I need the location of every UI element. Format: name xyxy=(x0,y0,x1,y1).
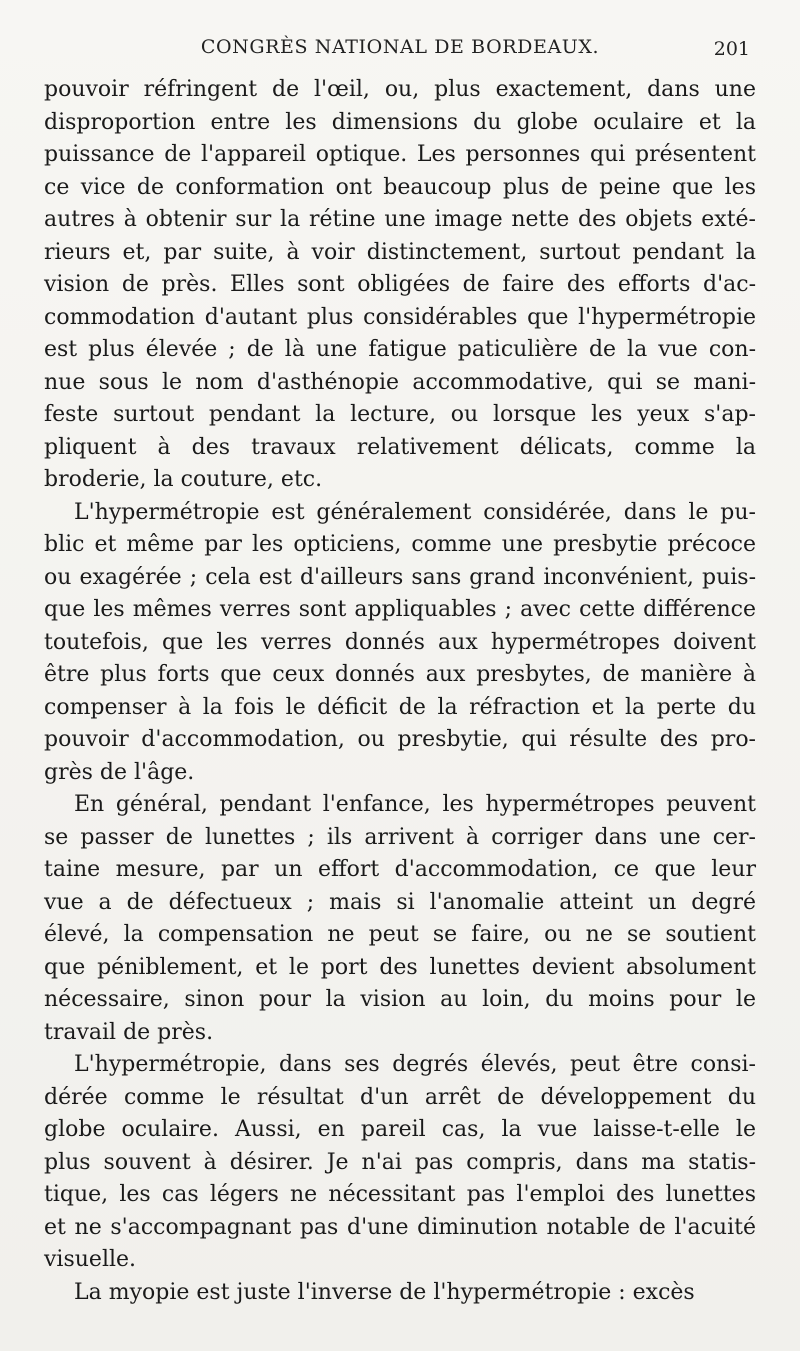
text-line: que péniblement, et le port des lunettes devient absolument xyxy=(44,954,756,980)
text-line: être plus forts que ceux donnés aux presbytes, de manière à xyxy=(44,662,756,687)
text-line: est plus élevée ; de là une fatigue paticulière de la vue con- xyxy=(44,337,756,362)
text-line: En général, pendant l'enfance, les hypermétropes peuvent xyxy=(74,792,756,817)
text-line: vue a de défectueux ; mais si l'anomalie atteint un degré xyxy=(44,889,756,915)
text-line: pouvoir d'accommodation, ou presbytie, qui résulte des pro- xyxy=(44,727,756,752)
text-line: commodation d'autant plus considérables que l'hypermétropie xyxy=(44,304,756,330)
text-line: pliquent à des travaux relativement délicats, comme la xyxy=(44,434,756,460)
text-line: se passer de lunettes ; ils arrivent à corriger dans une cer- xyxy=(44,824,756,850)
text-line: et ne s'accompagnant pas d'une diminution notable de l'acuité xyxy=(44,1214,756,1240)
text-line: autres à obtenir sur la rétine une image nette des objets exté- xyxy=(44,207,756,232)
text-line: élevé, la compensation ne peut se faire, ou ne se soutient xyxy=(44,922,756,947)
text-line: vision de près. Elles sont obligées de faire des efforts d'ac- xyxy=(44,272,756,297)
text-line: L'hypermétropie, dans ses degrés élevés, peut être consi- xyxy=(74,1052,756,1077)
text-line: ou exagérée ; cela est d'ailleurs sans grand inconvénient, puis- xyxy=(44,564,756,590)
page-header xyxy=(0,36,800,66)
text-line: L'hypermétropie est généralement considérée, dans le pu- xyxy=(74,499,756,525)
page-number: 201 xyxy=(713,38,750,60)
text-line: visuelle. xyxy=(44,1247,137,1272)
text-line: La myopie est juste l'inverse de l'hypermétropie : excès xyxy=(74,1279,695,1305)
text-line: broderie, la couture, etc. xyxy=(44,467,323,492)
text-line: dérée comme le résultat d'un arrêt de développement du xyxy=(44,1084,756,1110)
paragraph xyxy=(44,1049,756,1277)
running-title: CONGRÈS NATIONAL DE BORDEAUX. xyxy=(200,36,600,58)
text-line: globe oculaire. Aussi, en pareil cas, la vue laisse-t-elle le xyxy=(44,1117,756,1142)
text-line: que les mêmes verres sont appliquables ; avec cette différence xyxy=(44,597,756,622)
text-line: plus souvent à désirer. Je n'ai pas compris, dans ma statis- xyxy=(44,1149,756,1175)
text-line: disproportion entre les dimensions du globe oculaire et la xyxy=(44,109,756,135)
text-line: travail de près. xyxy=(44,1019,214,1045)
paragraph xyxy=(44,74,756,497)
paragraph xyxy=(44,497,756,790)
text-line: nécessaire, sinon pour la vision au loin, du moins pour le xyxy=(44,987,756,1012)
text-line: taine mesure, par un effort d'accommodation, ce que leur xyxy=(44,857,756,882)
text-line: puissance de l'appareil optique. Les personnes qui présentent xyxy=(44,142,756,167)
text-line: pouvoir réfringent de l'œil, ou, plus exactement, dans une xyxy=(44,77,756,102)
text-line: grès de l'âge. xyxy=(44,759,195,785)
paragraph xyxy=(44,789,756,1049)
body-text xyxy=(44,74,756,1309)
text-line: compenser à la fois le déficit de la réfraction et la perte du xyxy=(44,694,756,720)
text-line: toutefois, que les verres donnés aux hypermétropes doivent xyxy=(44,629,756,655)
paragraph xyxy=(44,1277,756,1310)
text-line: feste surtout pendant la lecture, ou lorsque les yeux s'ap- xyxy=(44,402,756,427)
text-line: nue sous le nom d'asthénopie accommodative, qui se mani- xyxy=(44,369,756,395)
text-line: ce vice de conformation ont beaucoup plus de peine que les xyxy=(44,174,756,200)
text-line: rieurs et, par suite, à voir distinctement, surtout pendant la xyxy=(44,239,756,265)
text-line: tique, les cas légers ne nécessitant pas l'emploi des lunettes xyxy=(44,1182,756,1207)
text-line: blic et même par les opticiens, comme une presbytie précoce xyxy=(44,532,756,557)
